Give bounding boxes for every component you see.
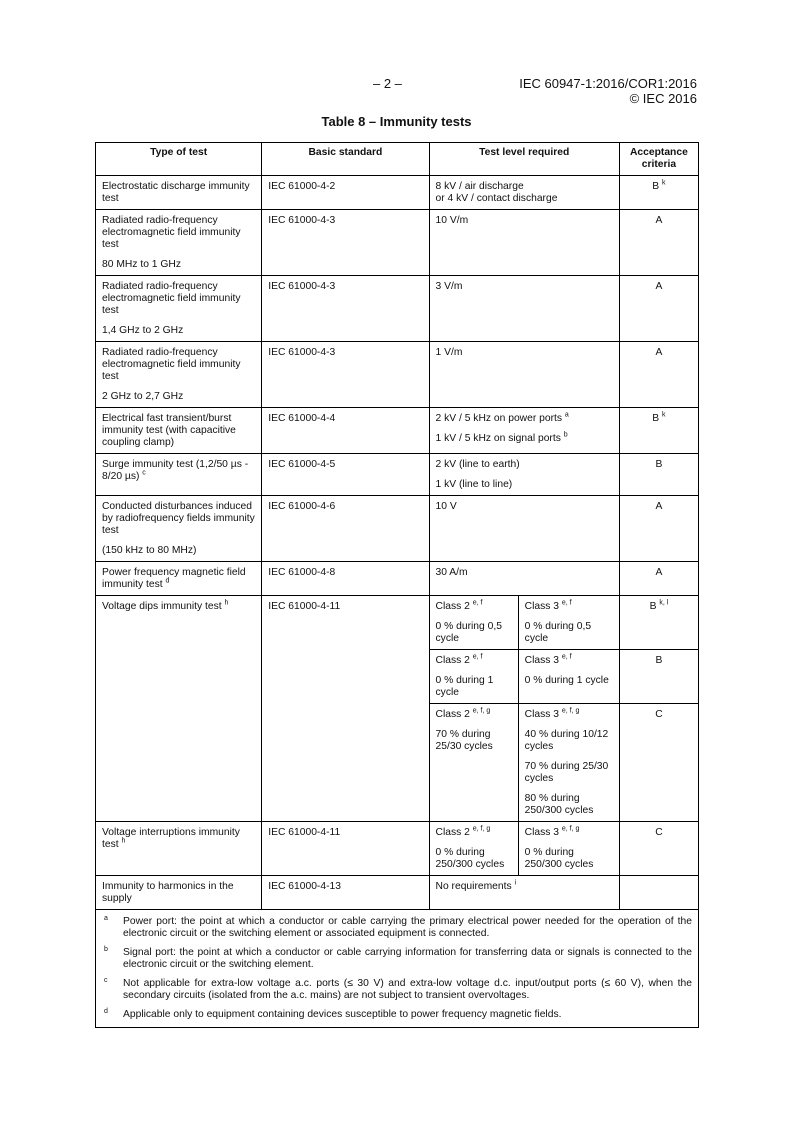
test-level-line — [436, 413, 613, 425]
criteria-cell: B — [619, 650, 698, 704]
table-row — [96, 596, 699, 650]
test-type: Radiated radio-frequency electromagnetic field immunity test — [102, 347, 241, 382]
document-reference — [519, 76, 697, 106]
class-label — [436, 601, 512, 613]
test-level-cell — [429, 408, 619, 454]
test-level-line: 8 kV / air discharge — [435, 181, 524, 192]
table-title: Table 8 – Immunity tests — [321, 114, 472, 129]
standard-cell: IEC 61000-4-4 — [262, 408, 429, 454]
table-row — [96, 408, 699, 454]
table-row — [96, 496, 699, 562]
test-type: Electrostatic discharge immunity test — [102, 181, 250, 204]
test-type-cell — [96, 342, 262, 408]
class-name: Class 2 — [435, 709, 470, 720]
footnote — [102, 1009, 692, 1021]
footnotes-cell — [96, 910, 699, 1028]
standard-cell: IEC 61000-4-11 — [262, 822, 429, 876]
table-header-row — [96, 143, 699, 176]
footnote-ref: k — [662, 411, 666, 419]
class-name: Class 3 — [524, 601, 560, 612]
footnote-letter: b — [104, 946, 108, 953]
class2-cell — [429, 650, 518, 704]
test-type-cell — [96, 822, 262, 876]
column-header-level: Test level required — [429, 143, 619, 176]
test-type: Voltage dips immunity test — [102, 601, 222, 612]
class3-cell — [518, 704, 619, 822]
criteria-cell: A — [619, 342, 698, 408]
table-row — [96, 562, 699, 596]
dip-level: 0 % during 1 cycle — [524, 675, 609, 686]
test-type-cell — [96, 454, 262, 496]
standard-cell: IEC 61000-4-13 — [262, 876, 429, 910]
footnote-ref: e, f — [561, 599, 572, 607]
footnote-letter: c — [104, 977, 108, 984]
interruption-level: 0 % during 250/300 cycles — [435, 847, 505, 870]
test-type-cell — [96, 596, 262, 822]
test-level-cell — [429, 176, 619, 210]
test-level-cell: 10 V/m — [429, 210, 619, 276]
class-label — [436, 709, 512, 721]
class-name: Class 2 — [435, 655, 470, 666]
criteria-cell — [619, 876, 698, 910]
test-level: No requirements — [435, 881, 512, 892]
class-label — [436, 827, 512, 839]
criteria-cell: A — [619, 276, 698, 342]
footnote-ref: k, l — [659, 599, 669, 607]
footnote — [102, 916, 692, 940]
footnote-text: Applicable only to equipment containing devices susceptible to power frequency magnetic fields. — [123, 1009, 562, 1020]
criteria-value: B — [649, 601, 657, 612]
test-type-cell: Immunity to harmonics in the supply — [96, 876, 262, 910]
column-header-criteria: Acceptance criteria — [619, 143, 698, 176]
table-row — [96, 342, 699, 408]
test-level-line — [436, 433, 613, 445]
copyright-notice: © IEC 2016 — [629, 91, 697, 106]
class-label — [525, 709, 613, 721]
criteria-cell: A — [619, 210, 698, 276]
class-name: Class 3 — [524, 709, 560, 720]
test-level-cell: 3 V/m — [429, 276, 619, 342]
test-type: Power frequency magnetic field immunity test — [102, 567, 246, 590]
interruption-level: 0 % during 250/300 cycles — [524, 847, 594, 870]
standard-cell: IEC 61000-4-5 — [262, 454, 429, 496]
test-level-cell: 1 V/m — [429, 342, 619, 408]
test-level-line: 1 kV (line to line) — [435, 479, 513, 490]
test-type: Radiated radio-frequency electromagnetic field immunity test — [102, 281, 241, 316]
dip-level: 0 % during 1 cycle — [435, 675, 494, 698]
test-type-cell — [96, 496, 262, 562]
criteria-cell: A — [619, 562, 698, 596]
footnote — [102, 978, 692, 1002]
dip-level: 0 % during 0,5 cycle — [524, 621, 592, 644]
criteria-cell — [619, 596, 698, 650]
footnote-ref: e, f, g — [561, 825, 580, 833]
class-label — [525, 655, 613, 667]
criteria-cell: C — [619, 822, 698, 876]
footnote-text: Power port: the point at which a conductor or cable carrying the primary electrical power needed for the operation of the electronic circuit or the switching element or associated equipment is connected. — [123, 916, 692, 939]
class-label — [525, 827, 613, 839]
footnote-ref: e, f — [561, 653, 572, 661]
class3-cell — [518, 650, 619, 704]
footnote-ref: h — [224, 599, 229, 607]
table-row — [96, 822, 699, 876]
test-type-cell — [96, 276, 262, 342]
footnote-ref: b — [563, 431, 568, 439]
test-type: Conducted disturbances induced by radiofrequency fields immunity test — [102, 501, 255, 536]
footnote-ref: i — [514, 879, 517, 887]
dip-level: 70 % during 25/30 cycles — [435, 729, 493, 752]
table-row — [96, 210, 699, 276]
page-number: – 2 – — [373, 76, 402, 91]
standard-cell: IEC 61000-4-2 — [262, 176, 429, 210]
criteria-cell: C — [619, 704, 698, 822]
class2-cell — [429, 822, 518, 876]
class2-cell — [429, 596, 518, 650]
footnote-text: Not applicable for extra-low voltage a.c. ports (≤ 30 V) and extra-low voltage d.c. input/output ports (≤ 60 V), when the secondary circuits (isolated from the a.c. mains) are not subject to transient overvoltages. — [123, 978, 692, 1001]
footnote-ref: h — [121, 837, 126, 845]
standard-cell: IEC 61000-4-3 — [262, 276, 429, 342]
footnote-ref: e, f — [472, 653, 483, 661]
table-row — [96, 876, 699, 910]
test-level-cell: 10 V — [429, 496, 619, 562]
test-level-cell: 30 A/m — [429, 562, 619, 596]
test-type: Surge immunity test (1,2/50 µs - 8/20 µs) — [102, 459, 249, 482]
test-level: 1 kV / 5 kHz on signal ports — [435, 433, 561, 444]
class2-cell — [429, 704, 518, 822]
table-row — [96, 276, 699, 342]
test-type-cell — [96, 176, 262, 210]
criteria-cell — [619, 176, 698, 210]
dip-level: 70 % during 25/30 cycles — [524, 761, 609, 784]
dip-level: 80 % during 250/300 cycles — [524, 793, 594, 816]
footnote-text: Signal port: the point at which a conductor or cable carrying information for transferring data or signals is connected to the electronic circuit or the switching element. — [123, 947, 692, 970]
footnote-ref: e, f — [472, 599, 483, 607]
criteria-cell — [619, 408, 698, 454]
test-level-cell — [429, 454, 619, 496]
class-name: Class 3 — [524, 655, 560, 666]
footnote-letter: a — [104, 915, 108, 922]
dip-level: 0 % during 0,5 cycle — [435, 621, 502, 644]
test-level-line: or 4 kV / contact discharge — [435, 193, 558, 204]
footnote-ref: a — [564, 411, 569, 419]
standard-cell: IEC 61000-4-3 — [262, 342, 429, 408]
test-type-cell: Electrical fast transient/burst immunity test (with capacitive coupling clamp) — [96, 408, 262, 454]
footnote-ref: d — [165, 577, 170, 585]
test-level-cell — [429, 876, 619, 910]
class-name: Class 2 — [435, 601, 470, 612]
test-level-line: 2 kV (line to earth) — [435, 459, 520, 470]
footnote-ref: c — [142, 469, 146, 477]
class-name: Class 2 — [435, 827, 470, 838]
frequency-range: (150 kHz to 80 MHz) — [102, 545, 197, 556]
footnote-ref: e, f, g — [472, 707, 491, 715]
class-name: Class 3 — [524, 827, 560, 838]
standard-cell: IEC 61000-4-8 — [262, 562, 429, 596]
standard-cell: IEC 61000-4-3 — [262, 210, 429, 276]
criteria-cell: B — [619, 454, 698, 496]
column-header-standard: Basic standard — [262, 143, 429, 176]
footnote-letter: d — [104, 1008, 108, 1015]
class3-cell — [518, 596, 619, 650]
criteria-value: B — [652, 181, 660, 192]
test-level: 2 kV / 5 kHz on power ports — [435, 413, 563, 424]
footnote-ref: e, f, g — [472, 825, 491, 833]
test-type-cell — [96, 562, 262, 596]
footnote-ref: k — [662, 179, 666, 187]
footnotes-row — [96, 910, 699, 1028]
column-header-type: Type of test — [96, 143, 262, 176]
criteria-value: B — [652, 413, 660, 424]
test-type: Voltage interruptions immunity test — [102, 827, 240, 850]
footnote-ref: e, f, g — [561, 707, 580, 715]
standard-cell: IEC 61000-4-6 — [262, 496, 429, 562]
criteria-cell: A — [619, 496, 698, 562]
document-id: IEC 60947-1:2016/COR1:2016 — [519, 76, 697, 91]
class-label — [525, 601, 613, 613]
standard-cell: IEC 61000-4-11 — [262, 596, 429, 822]
class3-cell — [518, 822, 619, 876]
test-type: Radiated radio-frequency electromagnetic field immunity test — [102, 215, 241, 250]
test-type-cell — [96, 210, 262, 276]
dip-level: 40 % during 10/12 cycles — [524, 729, 609, 752]
frequency-range: 2 GHz to 2,7 GHz — [102, 391, 184, 402]
class-label — [436, 655, 512, 667]
footnote — [102, 947, 692, 971]
frequency-range: 80 MHz to 1 GHz — [102, 259, 181, 270]
immunity-tests-table — [95, 142, 699, 1028]
frequency-range: 1,4 GHz to 2 GHz — [102, 325, 184, 336]
table-row — [96, 176, 699, 210]
table-row — [96, 454, 699, 496]
